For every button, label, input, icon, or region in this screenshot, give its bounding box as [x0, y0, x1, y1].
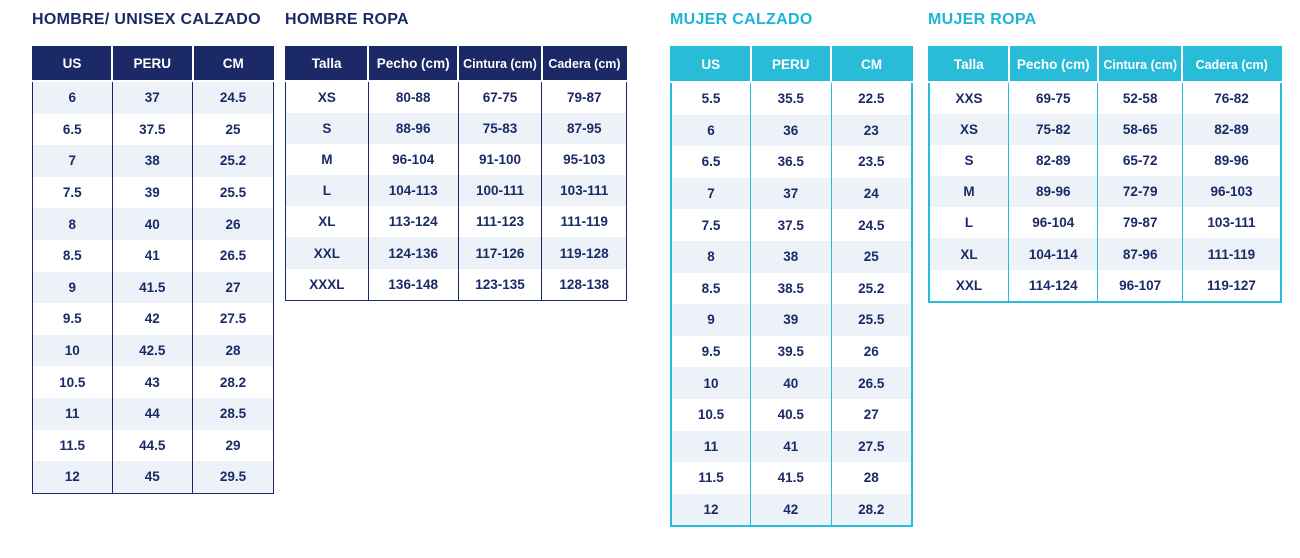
table-row: [671, 82, 912, 115]
cell: 111-119: [542, 206, 627, 237]
cell: 11: [33, 398, 113, 430]
cell: 35.5: [751, 82, 831, 115]
cell: 103-111: [542, 175, 627, 206]
cell: 41: [751, 431, 831, 463]
cell: 96-104: [1009, 207, 1098, 238]
cell: 36: [751, 115, 831, 147]
table-section-mujer-calzado: [670, 10, 913, 527]
table-row: [671, 178, 912, 210]
table-section-mujer-ropa: [928, 10, 1282, 303]
table-row: [929, 207, 1281, 238]
cell: 123-135: [458, 269, 542, 301]
column-header: Talla: [929, 47, 1009, 82]
cell: L: [929, 207, 1009, 238]
cell: 6: [671, 115, 751, 147]
table-row: [33, 366, 274, 398]
column-header: US: [33, 47, 113, 82]
size-table-hombre-unisex-calzado: [32, 46, 274, 494]
cell: 6.5: [671, 146, 751, 178]
cell: 26.5: [193, 240, 274, 272]
table-title-hombre-ropa: HOMBRE ROPA: [285, 11, 409, 28]
cell: 75-82: [1009, 114, 1098, 145]
cell: 28: [193, 335, 274, 367]
table-row: [33, 177, 274, 209]
cell: 7: [33, 145, 113, 177]
cell: 28.2: [193, 366, 274, 398]
table-row: [671, 304, 912, 336]
table-row: [929, 176, 1281, 207]
table-title-hombre-unisex-calzado: HOMBRE/ UNISEX CALZADO: [32, 11, 261, 28]
cell: 37.5: [751, 209, 831, 241]
cell: L: [286, 175, 369, 206]
table-row: [929, 238, 1281, 269]
cell: 8.5: [671, 273, 751, 305]
table-row: [286, 113, 627, 144]
cell: 95-103: [542, 144, 627, 175]
header-row: [286, 47, 627, 82]
cell: 79-87: [542, 81, 627, 113]
table-row: [671, 115, 912, 147]
table-row: [286, 175, 627, 206]
cell: 27: [193, 272, 274, 304]
cell: 10: [33, 335, 113, 367]
column-header: PERU: [112, 47, 192, 82]
cell: 80-88: [368, 81, 458, 113]
cell: XS: [286, 81, 369, 113]
cell: 7.5: [671, 209, 751, 241]
cell: 52-58: [1098, 82, 1182, 114]
table-section-hombre-unisex-calzado: [32, 10, 274, 494]
table-row: [33, 208, 274, 240]
column-header: CM: [831, 47, 912, 82]
size-table-mujer-ropa: [928, 46, 1282, 303]
cell: 10.5: [33, 366, 113, 398]
column-header: Pecho (cm): [1009, 47, 1098, 82]
table-row: [929, 270, 1281, 302]
cell: 8: [671, 241, 751, 273]
cell: XXL: [929, 270, 1009, 302]
table-row: [671, 209, 912, 241]
cell: 75-83: [458, 113, 542, 144]
cell: XXS: [929, 82, 1009, 114]
cell: 117-126: [458, 237, 542, 268]
cell: 128-138: [542, 269, 627, 301]
table-row: [33, 240, 274, 272]
cell: 103-111: [1182, 207, 1281, 238]
table-row: [929, 145, 1281, 176]
cell: 6: [33, 81, 113, 114]
cell: 45: [112, 461, 192, 493]
cell: 82-89: [1182, 114, 1281, 145]
cell: 65-72: [1098, 145, 1182, 176]
cell: 22.5: [831, 82, 912, 115]
size-table-mujer-calzado: [670, 46, 913, 527]
cell: 25.2: [193, 145, 274, 177]
column-header: Cadera (cm): [1182, 47, 1281, 82]
table-row: [33, 461, 274, 493]
table-row: [929, 114, 1281, 145]
cell: XXL: [286, 237, 369, 268]
table-row: [286, 144, 627, 175]
cell: 28: [831, 462, 912, 494]
cell: 111-123: [458, 206, 542, 237]
cell: XXXL: [286, 269, 369, 301]
table-row: [671, 146, 912, 178]
table-row: [671, 494, 912, 527]
column-header: Cintura (cm): [458, 47, 542, 82]
header-row: [33, 47, 274, 82]
cell: 37.5: [112, 114, 192, 146]
table-row: [33, 114, 274, 146]
cell: 10: [671, 367, 751, 399]
cell: 25.5: [831, 304, 912, 336]
cell: 41.5: [751, 462, 831, 494]
cell: 8: [33, 208, 113, 240]
cell: 23.5: [831, 146, 912, 178]
cell: 44: [112, 398, 192, 430]
cell: 29: [193, 430, 274, 462]
cell: 25.2: [831, 273, 912, 305]
cell: S: [286, 113, 369, 144]
cell: 38: [112, 145, 192, 177]
cell: 91-100: [458, 144, 542, 175]
table-row: [671, 367, 912, 399]
column-header: Cadera (cm): [542, 47, 627, 82]
cell: 26.5: [831, 367, 912, 399]
cell: 87-96: [1098, 238, 1182, 269]
cell: 42.5: [112, 335, 192, 367]
cell: 124-136: [368, 237, 458, 268]
cell: 28.5: [193, 398, 274, 430]
cell: 27: [831, 399, 912, 431]
cell: 9.5: [671, 336, 751, 368]
cell: 26: [193, 208, 274, 240]
cell: 58-65: [1098, 114, 1182, 145]
cell: 37: [751, 178, 831, 210]
cell: 76-82: [1182, 82, 1281, 114]
cell: 40.5: [751, 399, 831, 431]
cell: 7.5: [33, 177, 113, 209]
cell: 24: [831, 178, 912, 210]
table-row: [33, 145, 274, 177]
cell: XL: [286, 206, 369, 237]
cell: 11.5: [33, 430, 113, 462]
table-row: [671, 241, 912, 273]
cell: 10.5: [671, 399, 751, 431]
cell: 69-75: [1009, 82, 1098, 114]
table-row: [671, 462, 912, 494]
table-row: [33, 303, 274, 335]
table-row: [33, 430, 274, 462]
cell: 39: [112, 177, 192, 209]
table-row: [286, 269, 627, 301]
table-row: [671, 431, 912, 463]
table-section-hombre-ropa: [285, 10, 627, 301]
cell: 11.5: [671, 462, 751, 494]
table-row: [671, 273, 912, 305]
table-row: [286, 237, 627, 268]
table-row: [33, 335, 274, 367]
cell: 25.5: [193, 177, 274, 209]
cell: 8.5: [33, 240, 113, 272]
cell: 89-96: [1009, 176, 1098, 207]
cell: 104-114: [1009, 238, 1098, 269]
table-title-mujer-ropa: MUJER ROPA: [928, 11, 1037, 28]
cell: 9: [671, 304, 751, 336]
cell: 96-104: [368, 144, 458, 175]
cell: 96-103: [1182, 176, 1281, 207]
table-row: [286, 206, 627, 237]
cell: 100-111: [458, 175, 542, 206]
column-header: CM: [193, 47, 274, 82]
cell: 27.5: [831, 431, 912, 463]
cell: 11: [671, 431, 751, 463]
cell: 41.5: [112, 272, 192, 304]
cell: 26: [831, 336, 912, 368]
cell: 38.5: [751, 273, 831, 305]
cell: 6.5: [33, 114, 113, 146]
cell: 87-95: [542, 113, 627, 144]
cell: 36.5: [751, 146, 831, 178]
cell: 89-96: [1182, 145, 1281, 176]
cell: 42: [112, 303, 192, 335]
cell: 88-96: [368, 113, 458, 144]
cell: 67-75: [458, 81, 542, 113]
table-row: [671, 336, 912, 368]
cell: 24.5: [193, 81, 274, 114]
cell: 114-124: [1009, 270, 1098, 302]
cell: 37: [112, 81, 192, 114]
cell: XS: [929, 114, 1009, 145]
cell: 119-127: [1182, 270, 1281, 302]
cell: 40: [751, 367, 831, 399]
column-header: PERU: [751, 47, 831, 82]
cell: 111-119: [1182, 238, 1281, 269]
header-row: [929, 47, 1281, 82]
cell: 113-124: [368, 206, 458, 237]
table-row: [929, 82, 1281, 114]
cell: 38: [751, 241, 831, 273]
cell: 12: [33, 461, 113, 493]
cell: 25: [831, 241, 912, 273]
cell: 23: [831, 115, 912, 147]
table-row: [33, 81, 274, 114]
cell: 39: [751, 304, 831, 336]
cell: 119-128: [542, 237, 627, 268]
cell: 9: [33, 272, 113, 304]
header-row: [671, 47, 912, 82]
cell: 29.5: [193, 461, 274, 493]
cell: 96-107: [1098, 270, 1182, 302]
column-header: US: [671, 47, 751, 82]
cell: 82-89: [1009, 145, 1098, 176]
cell: 72-79: [1098, 176, 1182, 207]
size-table-hombre-ropa: [285, 46, 627, 301]
cell: 24.5: [831, 209, 912, 241]
cell: S: [929, 145, 1009, 176]
cell: 27.5: [193, 303, 274, 335]
cell: 25: [193, 114, 274, 146]
cell: 7: [671, 178, 751, 210]
cell: 44.5: [112, 430, 192, 462]
cell: 39.5: [751, 336, 831, 368]
cell: 136-148: [368, 269, 458, 301]
table-row: [33, 272, 274, 304]
cell: 40: [112, 208, 192, 240]
column-header: Pecho (cm): [368, 47, 458, 82]
table-row: [286, 81, 627, 113]
table-row: [671, 399, 912, 431]
cell: 5.5: [671, 82, 751, 115]
column-header: Talla: [286, 47, 369, 82]
table-row: [33, 398, 274, 430]
cell: 28.2: [831, 494, 912, 527]
cell: 12: [671, 494, 751, 527]
cell: 41: [112, 240, 192, 272]
cell: XL: [929, 238, 1009, 269]
cell: 9.5: [33, 303, 113, 335]
cell: M: [286, 144, 369, 175]
cell: 43: [112, 366, 192, 398]
cell: M: [929, 176, 1009, 207]
column-header: Cintura (cm): [1098, 47, 1182, 82]
cell: 79-87: [1098, 207, 1182, 238]
cell: 104-113: [368, 175, 458, 206]
table-title-mujer-calzado: MUJER CALZADO: [670, 11, 813, 28]
cell: 42: [751, 494, 831, 527]
